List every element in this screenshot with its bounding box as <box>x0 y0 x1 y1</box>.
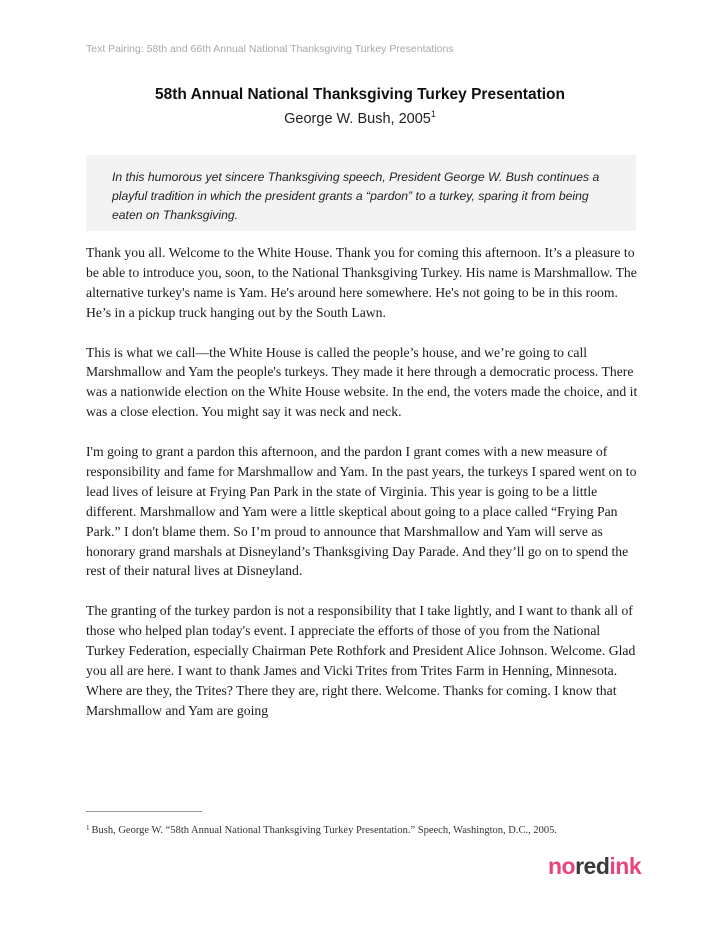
paragraph: This is what we call—the White House is called the people’s house, and we’re going to call Marshmallow and Yam the people's turkeys. They made it here through a democratic process. There was a nationwide election on the White House website. In the end, the voters made the choice, and it was a close election. You might say it was neck and neck. <box>86 344 638 420</box>
page-subtitle <box>0 109 720 127</box>
footnote-reference[interactable]: 1 <box>430 109 436 119</box>
paragraph: The granting of the turkey pardon is not a responsibility that I take lightly, and I want to thank all of those who helped plan today's event. I appreciate the efforts of those of you from the National Turkey Federation, especially Chairman Pete Rothfork and President Alice Johnson. Welcome. Glad you all are here. I want to thank James and Vicki Trites from Trites Farm in Henning, Minnesota. Where are they, the Trites? There they are, right there. Welcome. Thanks for coming. I know that Marshmallow and Yam are going <box>86 603 636 718</box>
footnote-divider <box>86 811 202 812</box>
footnote <box>86 821 646 838</box>
intro-box: In this humorous yet sincere Thanksgiving speech, President George W. Bush continues a playful tradition in which the president grants a “pardon” to a turkey, sparing it from being eaten on Thanksgiving. <box>86 155 636 231</box>
noredink-logo <box>548 853 641 880</box>
logo-part-no: no <box>548 853 576 879</box>
speech-body <box>86 243 638 741</box>
page-title: 58th Annual National Thanksgiving Turkey Presentation <box>155 86 565 103</box>
author-year: George W. Bush, 2005 <box>284 111 431 127</box>
footnote-number: 1 <box>86 824 90 832</box>
page-header: Text Pairing: 58th and 66th Annual National Thanksgiving Turkey Presentations <box>86 43 454 55</box>
logo-part-ink: ink <box>609 853 642 879</box>
paragraph: Thank you all. Welcome to the White House. Thank you for coming this afternoon. It’s a pleasure to be able to introduce you, soon, to the National Thanksgiving Turkey. His name is Marshmallow. The alternative turkey's name is Yam. He's around here somewhere. He's not going to be in this room. He’s in a pickup truck hanging out by the South Lawn. <box>86 245 637 320</box>
paragraph: I'm going to grant a pardon this afternoon, and the pardon I grant comes with a new measure of responsibility and fame for Marshmallow and Yam. In the past years, the turkeys I spared went on to lead lives of leisure at Frying Pan Park in the state of Virginia. This year is going to be a little different. Marshmallow and Yam were a little skeptical about going to a place called “Frying Pan Park.” I don't blame them. So I’m proud to announce that Marshmallow and Yam will serve as honorary grand marshals at Disneyland’s Thanksgiving Day Parade. And they’ll go on to spend the rest of their natural lives at Disneyland. <box>86 444 637 579</box>
footnote-text: Bush, George W. “58th Annual National Thanksgiving Turkey Presentation.” Speech, Washington, D.C., 2005. <box>91 825 557 836</box>
logo-part-red: red <box>575 853 610 879</box>
